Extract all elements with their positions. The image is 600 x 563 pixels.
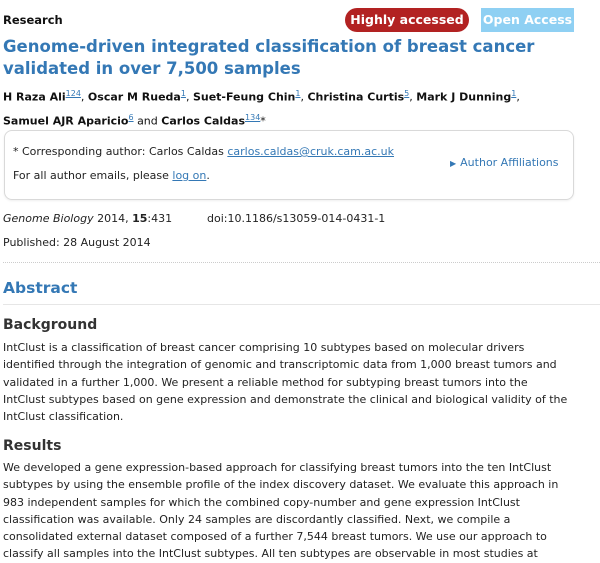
all-emails-text: For all author emails, please <box>13 169 169 182</box>
paragraph-line: 983 independent samples for which the combined copy-number and gene expression IntClust <box>3 495 520 509</box>
author-name[interactable]: H Raza Ali <box>3 90 66 104</box>
affiliation-link[interactable]: 1 <box>295 89 301 98</box>
paragraph-line: IntClust is a classification of breast cancer comprising 10 subtypes based on molecular drivers <box>3 341 525 354</box>
affiliation-link[interactable]: 134 <box>245 112 261 122</box>
published-date: Published: 28 August 2014 <box>3 236 151 249</box>
author-name[interactable]: Mark J Dunning <box>416 90 512 104</box>
article-page <box>3 0 593 561</box>
article-title <box>3 36 563 80</box>
corresponding-label: * Corresponding author: Carlos Caldas <box>13 145 224 158</box>
affiliation-link[interactable]: 6 <box>128 112 134 122</box>
author-name[interactable]: Carlos Caldas <box>161 114 246 128</box>
corresponding-email-link[interactable]: carlos.caldas@cruk.cam.ac.uk <box>227 145 395 158</box>
results-paragraph <box>3 459 583 563</box>
title-line-2: validated in over 7,500 samples <box>3 59 301 78</box>
paragraph-line: IntClust classification. <box>3 410 124 424</box>
expand-triangle-icon: ▶ <box>450 159 457 168</box>
abstract-divider <box>3 304 600 305</box>
citation-pages: :431 <box>147 212 173 225</box>
corresponding-author <box>13 145 394 158</box>
background-heading: Background <box>3 317 98 333</box>
citation <box>3 212 172 225</box>
citation-year: 2014, <box>97 212 129 225</box>
doi: doi:10.1186/s13059-014-0431-1 <box>207 212 386 225</box>
section-label: Research <box>3 13 63 27</box>
citation-volume: 15 <box>132 212 148 225</box>
paragraph-line: subtypes by using the ensemble profile of the index discovery dataset. We evaluate this approach in <box>3 478 559 492</box>
all-emails-note <box>13 169 210 182</box>
author-name[interactable]: Oscar M Rueda <box>87 90 181 104</box>
author-name[interactable]: Christina Curtis <box>307 90 405 104</box>
author-name[interactable]: Samuel AJR Aparicio <box>3 114 129 128</box>
log-on-link[interactable]: log on <box>172 169 207 182</box>
author-name[interactable]: Suet-Feung Chin <box>192 90 296 104</box>
open-access-badge[interactable]: Open Access <box>481 8 574 32</box>
abstract-heading: Abstract <box>3 279 78 297</box>
paragraph-line: IntClust subtypes based on gene expression and demonstrate the clinical and biological validity of the <box>3 392 568 406</box>
affiliation-link[interactable]: 1 <box>511 89 517 98</box>
paragraph-line: consolidated external dataset composed of a further 7,544 breast tumors. We use our approach to <box>3 530 547 544</box>
affiliation-link[interactable]: 5 <box>404 89 410 98</box>
paragraph-line: We developed a gene expression-based approach for classifying breast tumors into the ten IntClust <box>3 461 552 474</box>
title-line-1: Genome-driven integrated classification of breast cancer <box>3 37 535 56</box>
paragraph-line: classify all samples into the IntClust subtypes. All ten subtypes are observable in most studies at <box>3 547 538 561</box>
corresponding-mark: * <box>260 114 266 128</box>
paragraph-line: validated in a further 1,000. We present a reliable method for subtyping breast tumors into the <box>3 375 528 389</box>
period: . <box>206 169 210 182</box>
affiliation-link[interactable]: 1 <box>180 89 186 98</box>
divider <box>3 262 600 263</box>
author-list: H Raza Ali$^{124}$, Oscar M Rueda$^1$, Suet-Feung Chin$^1$, Christina Curtis$^5$, Mark J Dunning$^1$, Samuel AJR Aparicio$^6$ and Carlos Caldas$^{134}$* <box>3 89 520 128</box>
background-paragraph <box>3 339 583 425</box>
results-heading: Results <box>3 438 62 454</box>
author-affiliations-toggle[interactable] <box>450 156 559 169</box>
journal-name: Genome Biology <box>3 212 94 225</box>
article-header <box>3 0 593 38</box>
paragraph-line: classification was available. Only 24 samples are discordantly classified. Next, we compile a <box>3 512 511 526</box>
paragraph-line: identified through the integration of genomic and transcriptomic data from 1,000 breast tumors and <box>3 358 557 372</box>
highly-accessed-badge[interactable]: Highly accessed <box>345 8 469 32</box>
correspondence-box <box>4 130 574 200</box>
and-word: and <box>137 114 158 128</box>
affiliation-link[interactable]: 124 <box>65 89 81 98</box>
author-affiliations-label: Author Affiliations <box>460 156 559 169</box>
